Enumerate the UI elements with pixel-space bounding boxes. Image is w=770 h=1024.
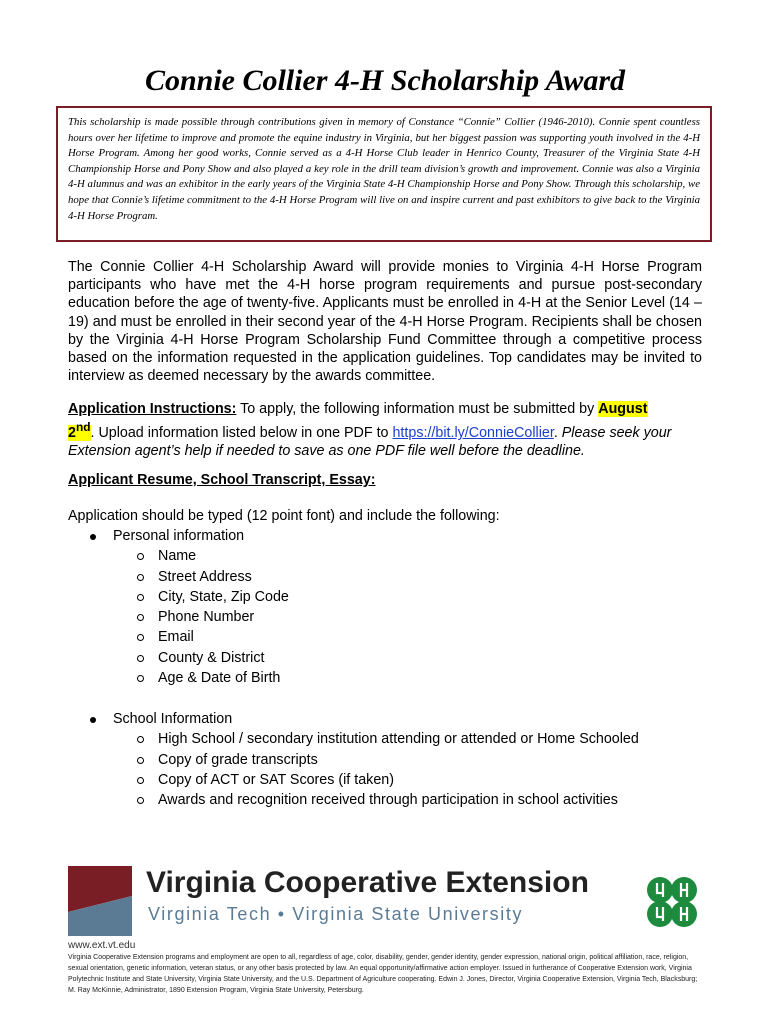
deadline-suffix: nd [75, 420, 91, 435]
personal-label: Personal information [113, 528, 245, 544]
list-item: Copy of ACT or SAT Scores (if taken) [113, 770, 639, 790]
personal-section [68, 526, 289, 688]
list-item: Street Address [113, 567, 289, 587]
school-list [68, 709, 639, 810]
list-item: County & District [113, 648, 289, 668]
page-title: Connie Collier 4-H Scholarship Award [144, 64, 626, 97]
list-item: City, State, Zip Code [113, 587, 289, 607]
footer-url: www.ext.vt.edu [68, 940, 136, 951]
vce-logo [68, 866, 702, 940]
instructions-text-2: . Upload information listed below in one PDF to [90, 424, 393, 441]
requirements-intro: Application should be typed (12 point font) and include the following: [68, 508, 500, 524]
section-heading: Applicant Resume, School Transcript, Essay: [68, 472, 376, 488]
school-label: School Information [113, 711, 233, 727]
deadline-month: August [598, 401, 648, 417]
list-item: Awards and recognition received through participation in school activities [113, 790, 639, 810]
memorial-box [56, 106, 712, 242]
memorial-text: This scholarship is made possible through contributions given in memory of Constance “Connie” Collier (1946-2010). Connie spent countless hours over her lifetime to improve and promote the equine industry in Virginia, but her biggest passion was supporting youth involved in the 4-H Horse Program. Among her good works, Connie served as a 4-H Horse Club leader in Henrico County, Treasurer of the Virginia State 4-H Championship Horse and Pony Show and also played a key role in the drill team division’s growth and improvement. Connie was also a Virginia 4-H alumnus and was an exhibitor in the early years of the Virginia State 4-H Championship Horse and Pony Show. Through this scholarship, we hope that Connie’s lifetime commitment to the 4-H Horse Program will live on and inspire current and past exhibitors to give back to the Virginia 4-H Horse Program. [68, 116, 700, 222]
instructions-text-1: To apply, the following information must be submitted by [236, 401, 599, 417]
list-item: High School / secondary institution attending or attended or Home Schooled [113, 729, 639, 749]
school-section [68, 709, 639, 810]
school-sublist [113, 729, 639, 810]
list-item: Age & Date of Birth [113, 668, 289, 688]
disclaimer-text: Virginia Cooperative Extension programs and employment are open to all, regardless of age, color, disability, gender, gender identity, gender expression, national origin, political affiliation, race, religion, sexual orientation, genetic information, veteran status, or any other basis protected by law. An equal opportunity/affirmative action employer. Issued in furtherance of Cooperative Extension work, Virginia Polytechnic Institute and State University, Virginia State University, and the U.S. Department of Agriculture cooperating. Edwin J. Jones, Director, Virginia Cooperative Extension, Virginia Tech, Blacksburg; M. Ray McKinnie, Administrator, 1890 Extension Program, Virginia State University, Petersburg. [68, 954, 698, 994]
circle-bullet-icon [137, 675, 144, 682]
vce-logo-graphic [68, 866, 702, 940]
circle-bullet-icon [137, 777, 144, 784]
footer-disclaimer [68, 940, 702, 996]
deadline-day: 2 [68, 424, 76, 441]
instructions-text-3: . [553, 424, 562, 441]
personal-list [68, 526, 289, 688]
help-text: Please seek your Extension agent’s help if needed to save as one PDF file well before the deadline. [68, 424, 672, 460]
logo-universities: Virginia Tech • Virginia State University [148, 904, 524, 924]
bullet-icon [90, 534, 96, 540]
list-item: Email [113, 627, 289, 647]
list-item: Copy of grade transcripts [113, 750, 639, 770]
bullet-icon [90, 717, 96, 723]
circle-bullet-icon [137, 634, 144, 641]
logo-org-name: Virginia Cooperative Extension [146, 866, 589, 899]
circle-bullet-icon [137, 797, 144, 804]
application-instructions [68, 400, 708, 460]
four-h-clover-icon [647, 877, 697, 927]
intro-paragraph: The Connie Collier 4-H Scholarship Award will provide monies to Virginia 4-H Horse Program participants who have met the 4-H horse program requirements and pursue post-secondary education before the age of twenty-five. Applicants must be enrolled in 4-H at the Senior Level (14 – 19) and must be enrolled in their second year of the 4-H Horse Program. Recipients shall be chosen by the Virginia 4-H Horse Program Scholarship Fund Committee through a competitive process based on the information requested in the application guidelines. Top candidates may be invited to interview as deemed necessary by the awards committee. [68, 259, 702, 385]
circle-bullet-icon [137, 614, 144, 621]
circle-bullet-icon [137, 553, 144, 560]
list-item: Phone Number [113, 607, 289, 627]
circle-bullet-icon [137, 594, 144, 601]
circle-bullet-icon [137, 757, 144, 764]
circle-bullet-icon [137, 655, 144, 662]
personal-sublist [113, 546, 289, 688]
circle-bullet-icon [137, 574, 144, 581]
circle-bullet-icon [137, 736, 144, 743]
upload-link[interactable]: https://bit.ly/ConnieCollier [392, 424, 554, 441]
list-item: Name [113, 546, 289, 566]
instructions-heading: Application Instructions: [68, 401, 237, 417]
